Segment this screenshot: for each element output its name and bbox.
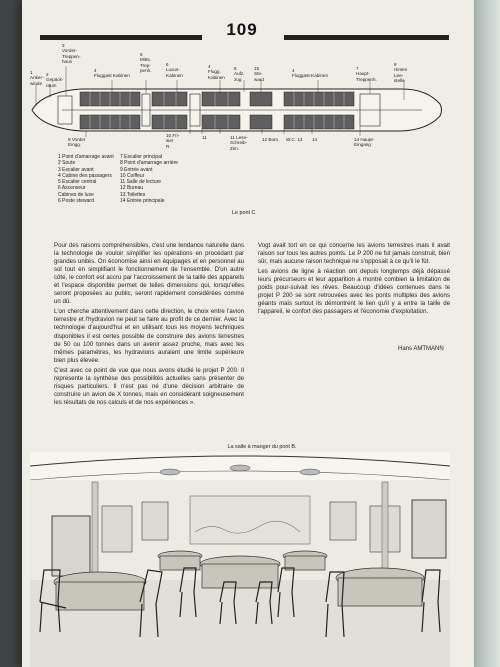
plan-label-main-entrance: 14 Haupt- Eingang bbox=[354, 137, 375, 148]
plan-label-steward: 15 Ste- ward bbox=[254, 66, 264, 82]
plan-label-wc: W.C. 13 bbox=[286, 137, 303, 142]
plan-label-luxury-cabins: 6 Luxus- Kabinen bbox=[166, 62, 183, 78]
plan-label-office: 12 Buro bbox=[262, 137, 279, 142]
illustration-caption: La salle à manger du pont B. bbox=[227, 444, 297, 450]
text-column-left bbox=[54, 242, 244, 409]
plan-label-hairdresser: 10 Fri- sier R. bbox=[166, 133, 180, 149]
paragraph: Vogt avait tort en ce qui concerne les avions terrestres mais il avait raison sur tous les autres points. Le P 200 ne fut jamais construit, bien sûr, mais aucune raison technique ne s'opposait à ce qu'il le fût. bbox=[258, 242, 450, 266]
paragraph: Les avions de ligne à réaction ont depuis longtemps déjà dépassé leurs précurseurs et leur apparition a montré combien la limitation de poids pour-suivait les rêves. Beaucoup d'idées contenues dans le projet P 200 se sont retrouvées avec les ponts multiples des avions géants mais surtout ils démontrent le lien qu'il y a entre la taille de l'appareil, le confort des passagers et l'économie d'exploitation. bbox=[258, 268, 450, 316]
author-signature: Hans AMTMANN bbox=[398, 346, 444, 352]
deck-plan-caption: Le pont C bbox=[232, 210, 256, 216]
plan-label-middle-stairs: 5 Mitts. Trep- penh. bbox=[140, 52, 152, 74]
plan-label-reading-room: 11 Lese- Schreib- Zim. bbox=[230, 135, 248, 151]
plan-label-cabins-1: 4 Fluggast Kabinen bbox=[94, 68, 130, 79]
left-page-edge bbox=[0, 0, 22, 667]
paragraph: C'est avec ce point de vue que nous avons étudié le projet P 200. Il représente la synthèse des possibilités actuelles sans présenter de risques particuliers. Il n'est pas né d'une décision arbitraire de construire un avion de X tonnes, mais en considérant soigneusement les résultats de nos calculs et de nos expériences ». bbox=[54, 366, 244, 406]
plan-label-elevator: 5 Aufz. zug bbox=[234, 66, 245, 82]
plan-label-front-stairs: 3 Vorder- Treppen- haus bbox=[62, 43, 81, 65]
plan-label-11a: 11 bbox=[202, 135, 207, 140]
plan-label-cabins-3: 4 Fluggast-Kabinen bbox=[292, 68, 329, 79]
plan-label-14a: 14 bbox=[312, 137, 318, 142]
plan-legend-left: 1 Point d'amarrage avant 2 Soute 3 Escalier avant 4 Cabine des passagers 5 Escalier central 6 Ascenseur Cabines de luxe 6 Poste steward bbox=[58, 154, 114, 205]
plan-legend-right: 7 Escalier principal 8 Point d'amarrage arrière 9 Entrée avant 10 Coiffeur 11 Salle de lecture 12 Bureau 13 Toilettes 14 Entrée principale bbox=[120, 154, 178, 205]
right-page-edge bbox=[474, 0, 500, 667]
plan-label-anchor-winch: 1 Anker- winde bbox=[30, 70, 44, 86]
plan-label-main-stairs: 7 Haupt- Treppenh. bbox=[356, 66, 377, 82]
paragraph: L'on cherche attentivement dans cette direction, le choix entre l'avion terrestre et l'hydravion ne peut se faire au profit de ce dernier. Avec la technologie d'aujourd'hui et en utilisant tous les moyens techniques disponibles il est certes possible de construire des avions terrestres de 50 ou 100 tonnes dans un avenir assez proche, mais avec les mêmes paramètres, les hydravions auraient une limite supérieure bien plus élevée. bbox=[54, 308, 244, 364]
plan-label-rear-mooring: 8 Hinten Lee- stelle bbox=[394, 62, 408, 84]
plan-label-luggage: 2 Gepäck- raum bbox=[46, 72, 64, 88]
paragraph: Pour des raisons compréhensibles, c'est une tendance naturelle dans la technologie de vouloir simplifier les opérations en procédant par grandes unités. On économise ainsi en équipages et en personnel au sol tout en simplifiant le fonctionnement de l'ensemble. D'un autre côté, le confort est accru par l'accroissement de la taille des appareils et l'espace disponible permet de telles dimensions qui, lorsqu'elles seront proposées au public, seront rapidement considérées comme un dû. bbox=[54, 242, 244, 306]
plan-label-cabins-2: 4 Flugg. Kabinen bbox=[208, 64, 225, 80]
plan-label-front-entrance: 9 Vorder Eingg. bbox=[68, 137, 86, 148]
page-number: 109 bbox=[226, 20, 258, 39]
dining-room-illustration bbox=[30, 452, 450, 667]
text-column-right bbox=[258, 242, 450, 318]
